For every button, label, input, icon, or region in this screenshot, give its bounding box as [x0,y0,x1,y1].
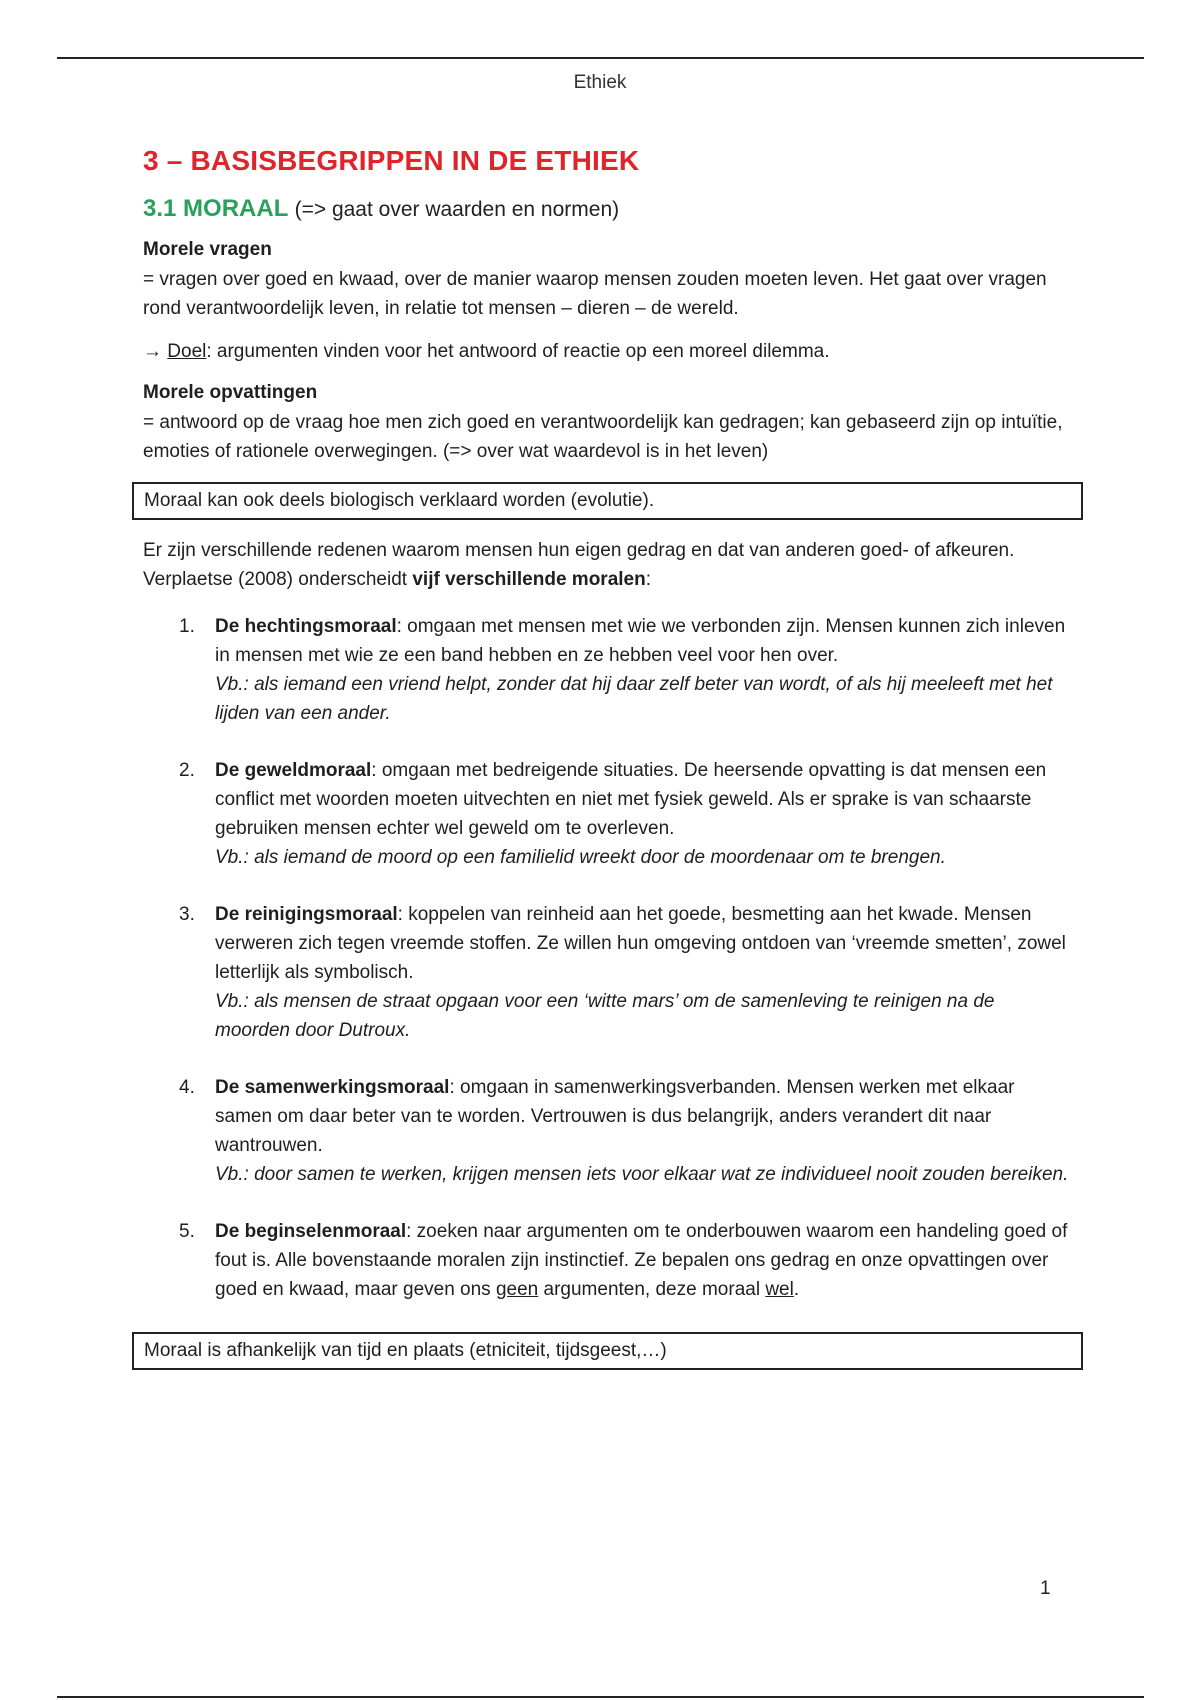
moral-example: Vb.: als iemand een vriend helpt, zonder dat hij daar zelf beter van wordt, of als hij meeleeft met het lijden van een ander. [215,674,1053,724]
list-number: 2. [179,760,195,781]
document-header: Ethiek [573,72,627,93]
list-item-hechtingsmoraal [143,612,1073,728]
list-number: 1. [179,616,195,637]
moral-description: : koppelen van reinheid aan het goede, besmetting aan het kwade. Mensen verweren zich tegen vreemde stoffen. Ze willen hun omgeving ontdoen van ‘vreemde smetten’, zowel letterlijk als symbolisch. [215,904,1066,983]
section-note: (=> gaat over waarden en normen) [294,198,620,221]
morals-list [143,612,1073,1304]
list-number: 3. [179,904,195,925]
chapter-title: 3 – BASISBEGRIPPEN IN DE ETHIEK [143,145,640,176]
moral-description-end: . [793,1279,800,1300]
moral-description-cont: argumenten, deze moraal [538,1279,766,1300]
section-heading [143,195,1073,223]
callout-box-evolution: Moraal kan ook deels biologisch verklaard worden (evolutie). [132,482,1083,520]
definition-morele-vragen: = vragen over goed en kwaad, over de manier waarop mensen zouden moeten leven. Het gaat over vragen rond verantwoordelijk leven, in relatie tot mensen – dieren – de wereld. [143,269,1047,319]
footer-rule [57,1696,1144,1698]
moral-name: De samenwerkingsmoraal [215,1077,450,1098]
list-number: 4. [179,1077,195,1098]
moral-description: : zoeken naar argumenten om te onderbouwen waarom een handeling goed of fout is. Alle bovenstaande moralen zijn instinctief. Ze bepalen ons gedrag en onze opvattingen over goed en kwaad, maar geven ons [215,1221,1068,1300]
intro-bold: vijf verschillende moralen [412,569,646,590]
doel-text: : argumenten vinden voor het antwoord of reactie op een moreel dilemma. [206,341,830,362]
moral-example: Vb.: door samen te werken, krijgen mensen iets voor elkaar wat ze individueel nooit zouden bereiken. [215,1164,1069,1185]
moral-description: : omgaan met mensen met wie we verbonden zijn. Mensen kunnen zich inleven in mensen met wie ze een band hebben en ze hebben veel voor hen over. [215,616,1066,666]
intro-end: : [645,569,651,590]
list-item-samenwerkingsmoraal [143,1073,1073,1189]
doel-label: Doel [167,341,207,362]
moral-example: Vb.: als iemand de moord op een familielid wreekt door de moordenaar om te brengen. [215,847,946,868]
intro-paragraph [143,536,1073,594]
intro-text: Er zijn verschillende redenen waarom mensen hun eigen gedrag en dat van anderen goed- of afkeuren. Verplaetse (2008) onderscheidt [143,540,1015,590]
list-number: 5. [179,1221,195,1242]
underlined-wel: wel [765,1279,794,1300]
moral-name: De beginselenmoraal [215,1221,407,1242]
header-rule [57,57,1144,59]
moral-name: De reinigingsmoraal [215,904,398,925]
list-item-geweldmoraal [143,756,1073,872]
page-content [143,145,1073,1370]
moral-name: De geweldmoraal [215,760,372,781]
underlined-geen: geen [495,1279,539,1300]
page-number: 1 [1040,1578,1051,1599]
moral-description: : omgaan in samenwerkingsverbanden. Mensen werken met elkaar samen om daar beter van te worden. Vertrouwen is dus belangrijk, anders verandert dit naar wantrouwen. [215,1077,1015,1156]
definition-morele-opvattingen: = antwoord op de vraag hoe men zich goed en verantwoordelijk kan gedragen; kan gebaseerd zijn op intuïtie, emoties of rationele overwegingen. (=> over wat waardevol is in het leven) [143,412,1063,462]
moral-example: Vb.: als mensen de straat opgaan voor een ‘witte mars’ om de samenleving te reinigen na de moorden door Dutroux. [215,991,995,1041]
callout-box-time-place: Moraal is afhankelijk van tijd en plaats (etniciteit, tijdsgeest,…) [132,1332,1083,1370]
list-item-reinigingsmoraal [143,900,1073,1045]
term-morele-opvattingen: Morele opvattingen [143,382,318,403]
moral-name: De hechtingsmoraal [215,616,397,637]
arrow-icon: → [143,341,162,362]
section-title: 3.1 MORAAL [143,195,288,222]
doel-line [143,337,1073,366]
term-morele-vragen: Morele vragen [143,239,272,260]
list-item-beginselenmoraal [143,1217,1073,1304]
moral-description: : omgaan met bedreigende situaties. De heersende opvatting is dat mensen een conflict met woorden moeten uitvechten en niet met fysiek geweld. Als er sprake is van schaarste gebruiken mensen echter wel geweld om te overleven. [215,760,1047,839]
